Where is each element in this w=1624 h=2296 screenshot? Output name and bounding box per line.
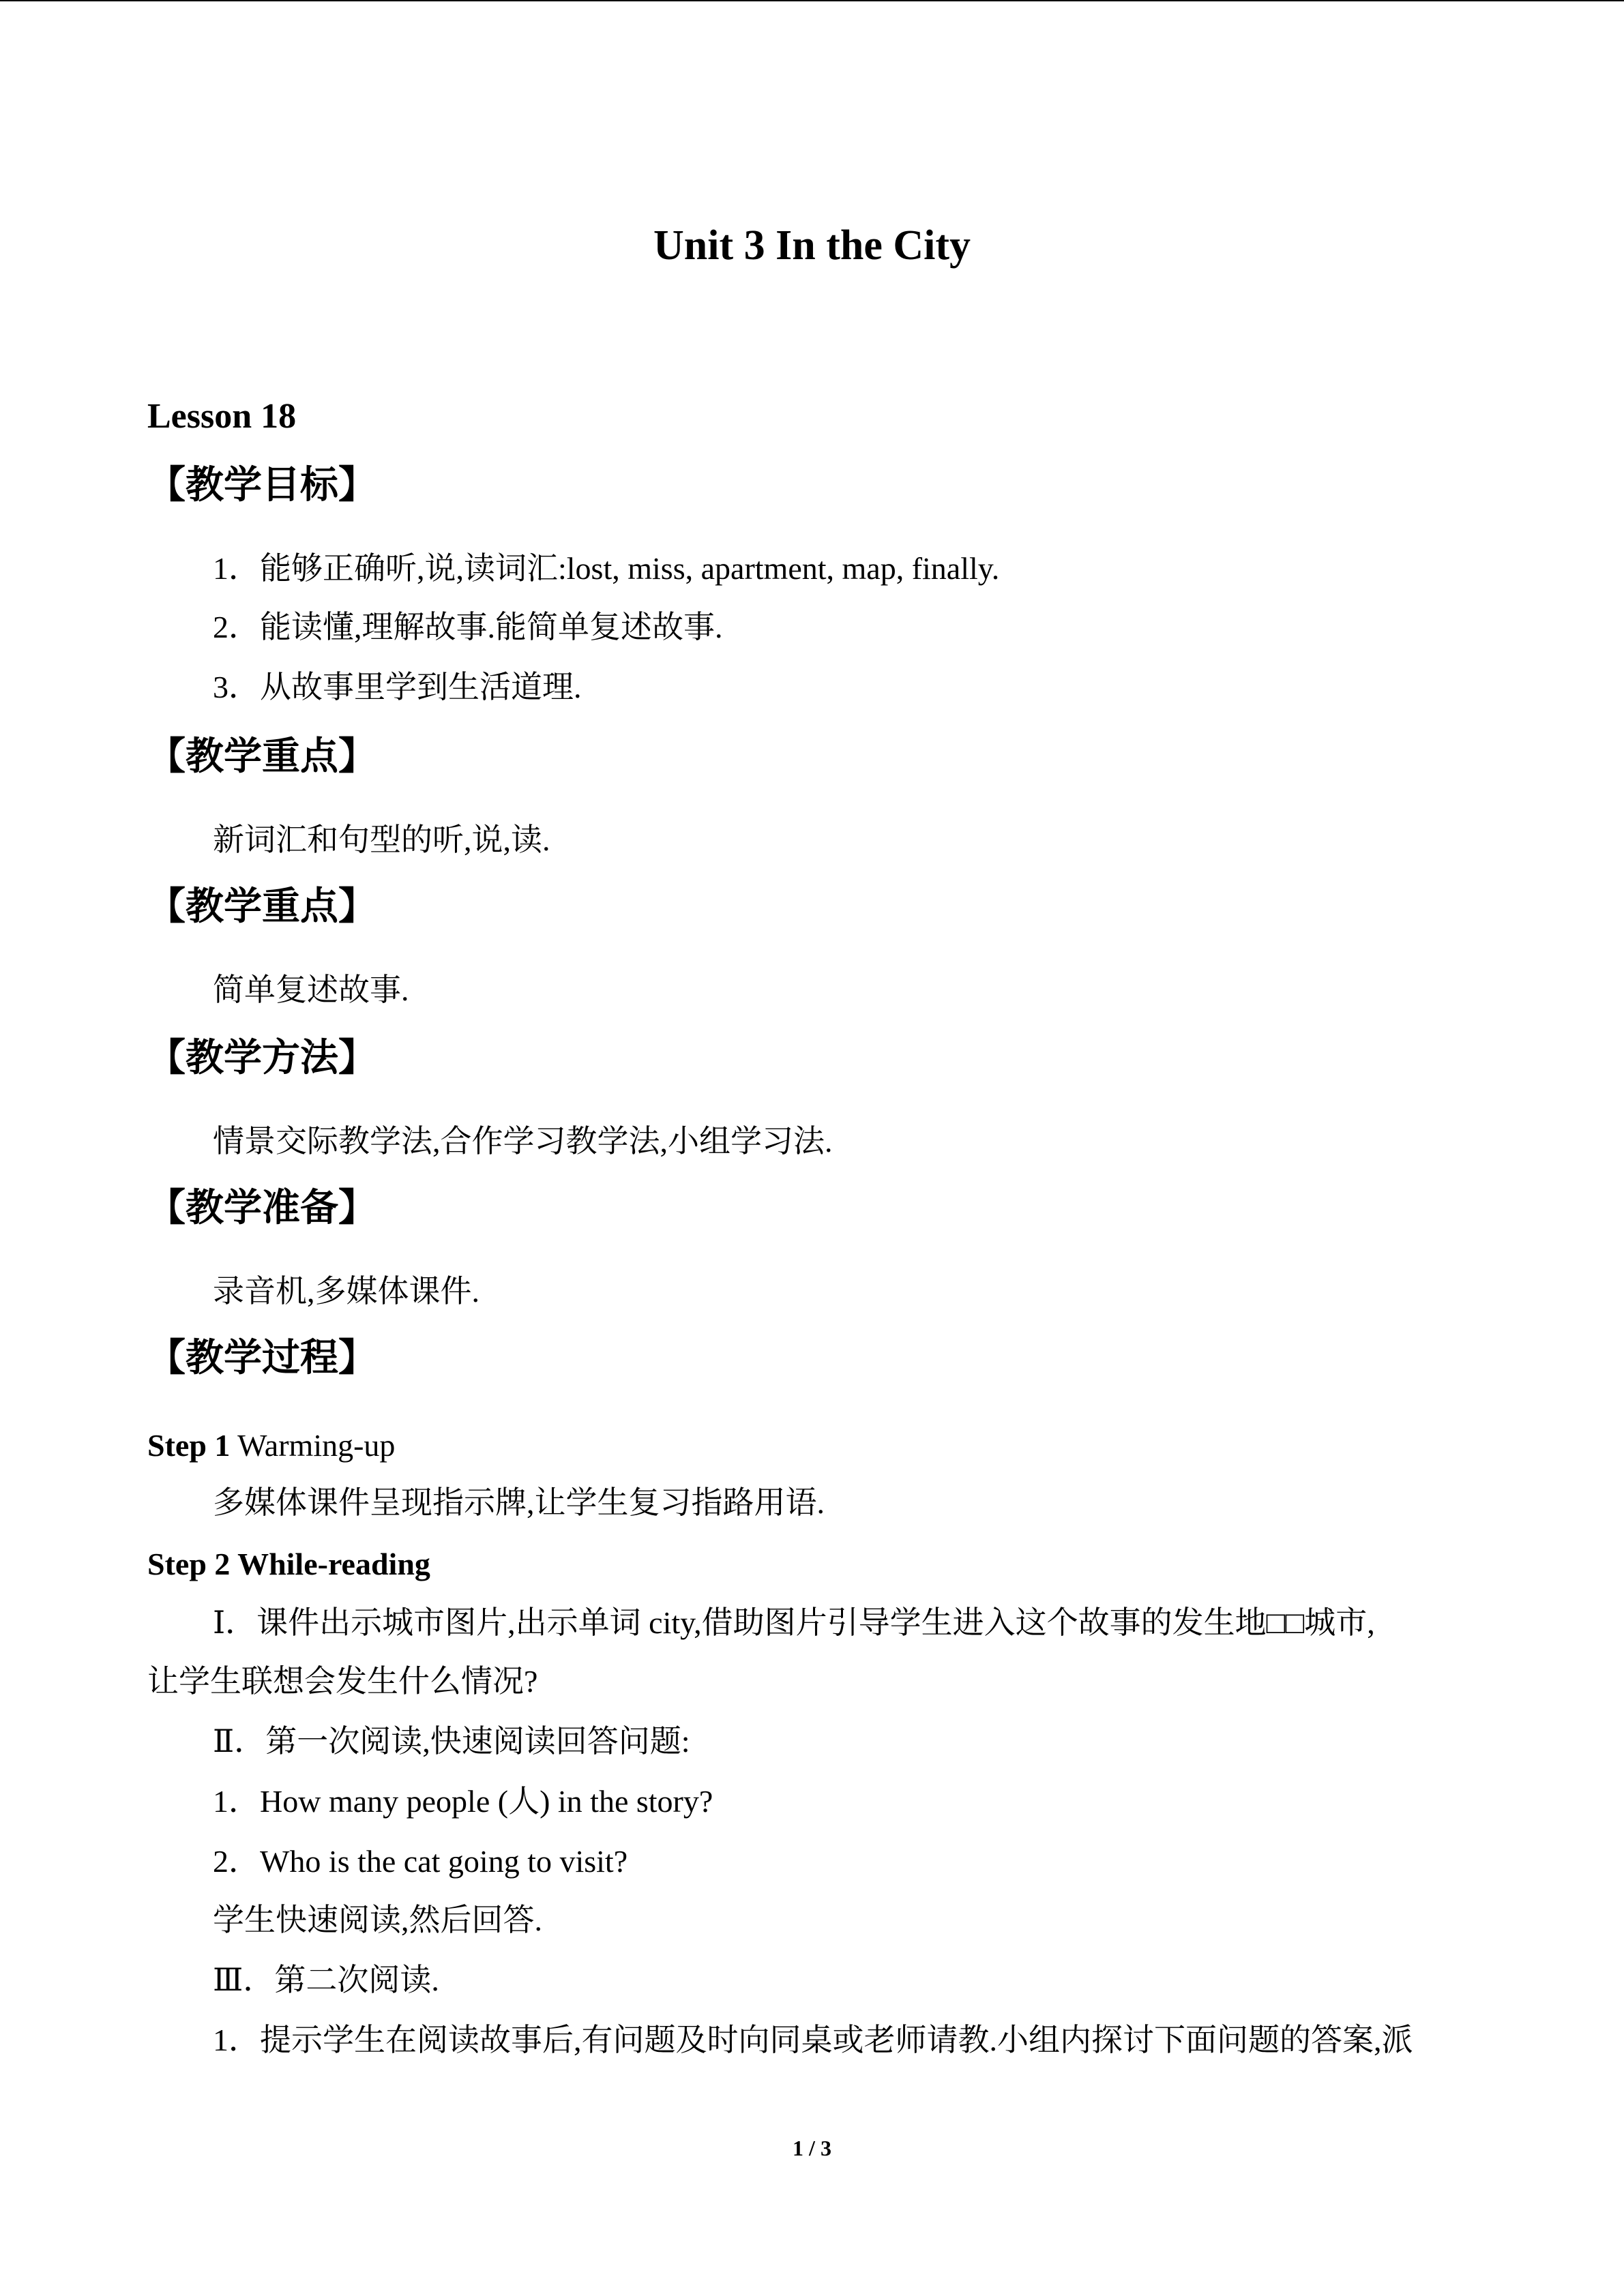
document-title: Unit 3 In the City [653,222,971,269]
step2-para1-line2: 让学生联想会发生什么情况? [147,1664,538,1699]
step1-name: Warming-up [230,1428,396,1463]
objective-item-1: 1．能够正确听,说,读词汇:lost, miss, apartment, map, finally. [213,551,1000,586]
heading-preparation: 【教学准备】 [147,1186,377,1230]
heading-objectives: 【教学目标】 [147,463,377,507]
heading-key-points: 【教学重点】 [147,734,377,779]
methods-text: 情景交际教学法,合作学习教学法,小组学习法. [213,1124,833,1159]
heading-methods: 【教学方法】 [147,1036,377,1080]
key-points-text: 新词汇和句型的听,说,读. [213,822,550,857]
step1-label: Step 1 [147,1428,231,1463]
step2-para1-line1: Ⅰ．课件出示城市图片,出示单词 city,借助图片引导学生进入这个故事的发生地□□城市, [213,1605,1375,1640]
step2-question-2: 2．Who is the cat going to visit? [213,1844,628,1879]
step2-heading: Step 2 While-reading [147,1547,430,1581]
objective-item-3: 3．从故事里学到生活道理. [213,670,582,704]
step2-para3: 学生快速阅读,然后回答. [213,1903,542,1937]
page-number: 1 / 3 [793,2136,831,2160]
step2-question-1: 1．How many people (人) in the story? [213,1784,713,1819]
preparation-text: 录音机,多媒体课件. [213,1274,479,1309]
lesson-label: Lesson 18 [147,397,297,436]
step2-para2: Ⅱ．第一次阅读,快速阅读回答问题: [213,1724,690,1759]
heading-difficulties: 【教学重点】 [147,884,377,929]
step2-para5: 1．提示学生在阅读故事后,有问题及时向同桌或老师请教.小组内探讨下面问题的答案,派 [213,2023,1413,2057]
step1-text: 多媒体课件呈现指示牌,让学生复习指路用语. [213,1485,825,1520]
objective-item-2: 2．能读懂,理解故事.能简单复述故事. [213,610,723,644]
difficulties-text: 简单复述故事. [213,972,409,1007]
step1-heading [147,1424,395,1467]
heading-process: 【教学过程】 [147,1336,377,1380]
step2-para4: Ⅲ．第二次阅读. [213,1963,439,1997]
